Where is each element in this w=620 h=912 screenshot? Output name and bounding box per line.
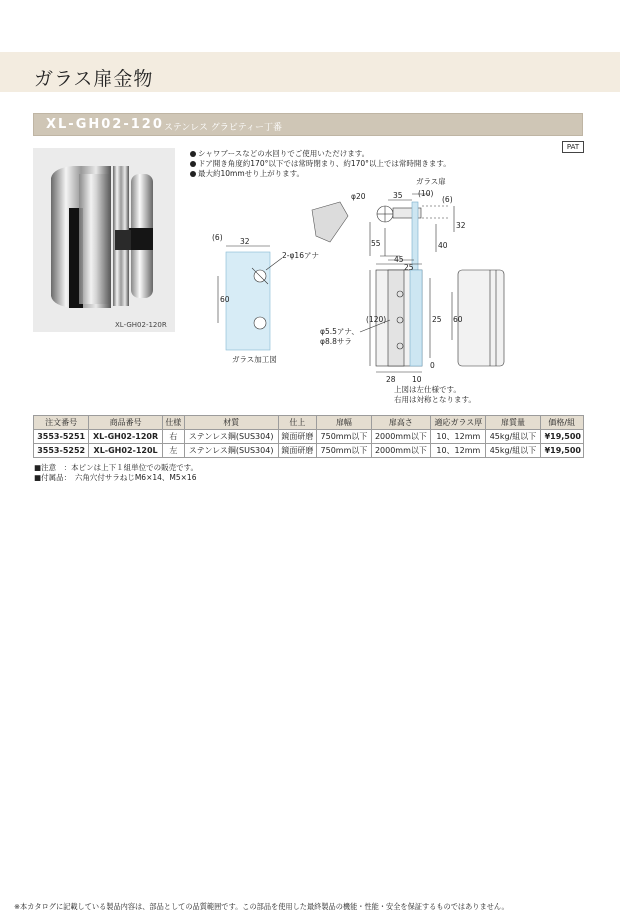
col-header: 扉高さ xyxy=(371,416,431,430)
col-header: 仕様 xyxy=(162,416,184,430)
dim-10: 10 xyxy=(412,375,422,384)
material: ステンレス鋼(SUS304) xyxy=(184,430,278,444)
drawing-note-right: 右用は対称となります。 xyxy=(394,395,476,404)
dim-60-left: 60 xyxy=(220,295,230,304)
dim-phi20: φ20 xyxy=(351,192,366,201)
screw-hole-label: φ5.5アナ、 xyxy=(320,327,359,336)
glass-thickness: 10、12mm xyxy=(431,430,486,444)
dim-28: 28 xyxy=(386,375,396,384)
order-number: 3553-5252 xyxy=(34,444,89,458)
photo-caption: XL-GH02-120R xyxy=(115,321,167,329)
finish: 鏡面研磨 xyxy=(278,430,317,444)
price: ¥19,500 xyxy=(540,430,583,444)
dim-10-paren: (10) xyxy=(418,189,434,198)
spec-table xyxy=(33,415,584,458)
dim-55: 55 xyxy=(371,239,381,248)
order-number: 3553-5251 xyxy=(34,430,89,444)
dim-6-paren: (6) xyxy=(442,195,453,204)
dim-40: 40 xyxy=(438,241,448,250)
price: ¥19,500 xyxy=(540,444,583,458)
table-row xyxy=(34,430,584,444)
disclaimer: ※本カタログに記載している製品内容は、部品としての品質範囲です。この部品を使用した最終製品の機能・性能・安全を保証するものではありません。 xyxy=(14,902,509,911)
dim-32-left: 32 xyxy=(240,237,250,246)
dim-6-left: (6) xyxy=(212,233,223,242)
col-header: 商品番号 xyxy=(89,416,162,430)
dim-60: 60 xyxy=(453,315,463,324)
glass-thickness: 10、12mm xyxy=(431,444,486,458)
product-code: XL-GH02-120 xyxy=(46,117,164,132)
door-height: 2000mm以下 xyxy=(371,430,431,444)
spec: 左 xyxy=(162,444,184,458)
door-weight: 45kg/組以下 xyxy=(486,444,540,458)
material: ステンレス鋼(SUS304) xyxy=(184,444,278,458)
col-header: 材質 xyxy=(184,416,278,430)
glass-door-label: ガラス扉 xyxy=(416,177,446,186)
door-width: 750mm以下 xyxy=(317,430,371,444)
dim-25: 25 xyxy=(404,263,414,272)
section-title: ガラス扉金物 xyxy=(34,68,154,90)
feature-item: シャワブースなどの水回りでご使用いただけます。 xyxy=(190,148,369,159)
dim-32: 32 xyxy=(456,221,466,230)
col-header: 注文番号 xyxy=(34,416,89,430)
product-photo xyxy=(33,148,175,332)
note-caution: ■注意 ：本ピンは上下１組単位での販売です。 xyxy=(34,463,198,472)
pat-badge: PAT xyxy=(562,141,584,153)
table-header-row xyxy=(34,416,584,430)
technical-drawing xyxy=(190,172,570,408)
finish: 鏡面研磨 xyxy=(278,444,317,458)
spec: 右 xyxy=(162,430,184,444)
col-header: 仕上 xyxy=(278,416,317,430)
door-weight: 45kg/組以下 xyxy=(486,430,540,444)
note-accessories: ■付属品： 六角穴付サラねじM6×14、M5×16 xyxy=(34,473,197,482)
dim-120-paren: (120) xyxy=(366,315,387,324)
product-header-bar xyxy=(33,113,583,136)
feature-item: 最大約10mmせり上がります。 xyxy=(190,168,304,179)
product-number: XL-GH02-120L xyxy=(89,444,162,458)
dim-45: 45 xyxy=(394,255,404,264)
door-height: 2000mm以下 xyxy=(371,444,431,458)
col-header: 扉質量 xyxy=(486,416,540,430)
hinge-photo-illustration xyxy=(33,148,175,332)
dim-35: 35 xyxy=(393,191,403,200)
table-row xyxy=(34,444,584,458)
col-header: 扉幅 xyxy=(317,416,371,430)
door-width: 750mm以下 xyxy=(317,444,371,458)
bullet-icon xyxy=(190,151,196,157)
drawing-note-left: 上図は左仕様です。 xyxy=(394,385,461,394)
dim-25-mid: 25 xyxy=(432,315,442,324)
hole-label: 2-φ16アナ xyxy=(282,251,319,260)
col-header: 価格/組 xyxy=(540,416,583,430)
feature-item: ドア開き角度約170°以下では常時閉まり、約170°以上では常時開きます。 xyxy=(190,158,451,169)
dim-0: 0 xyxy=(430,361,435,370)
col-header: 適応ガラス厚 xyxy=(431,416,486,430)
bullet-icon xyxy=(190,161,196,167)
glass-work-label: ガラス加工図 xyxy=(232,355,277,364)
countersink-label: φ8.8サラ xyxy=(320,337,352,346)
product-name: ステンレス グラビティー丁番 xyxy=(164,123,283,133)
product-number: XL-GH02-120R xyxy=(89,430,162,444)
